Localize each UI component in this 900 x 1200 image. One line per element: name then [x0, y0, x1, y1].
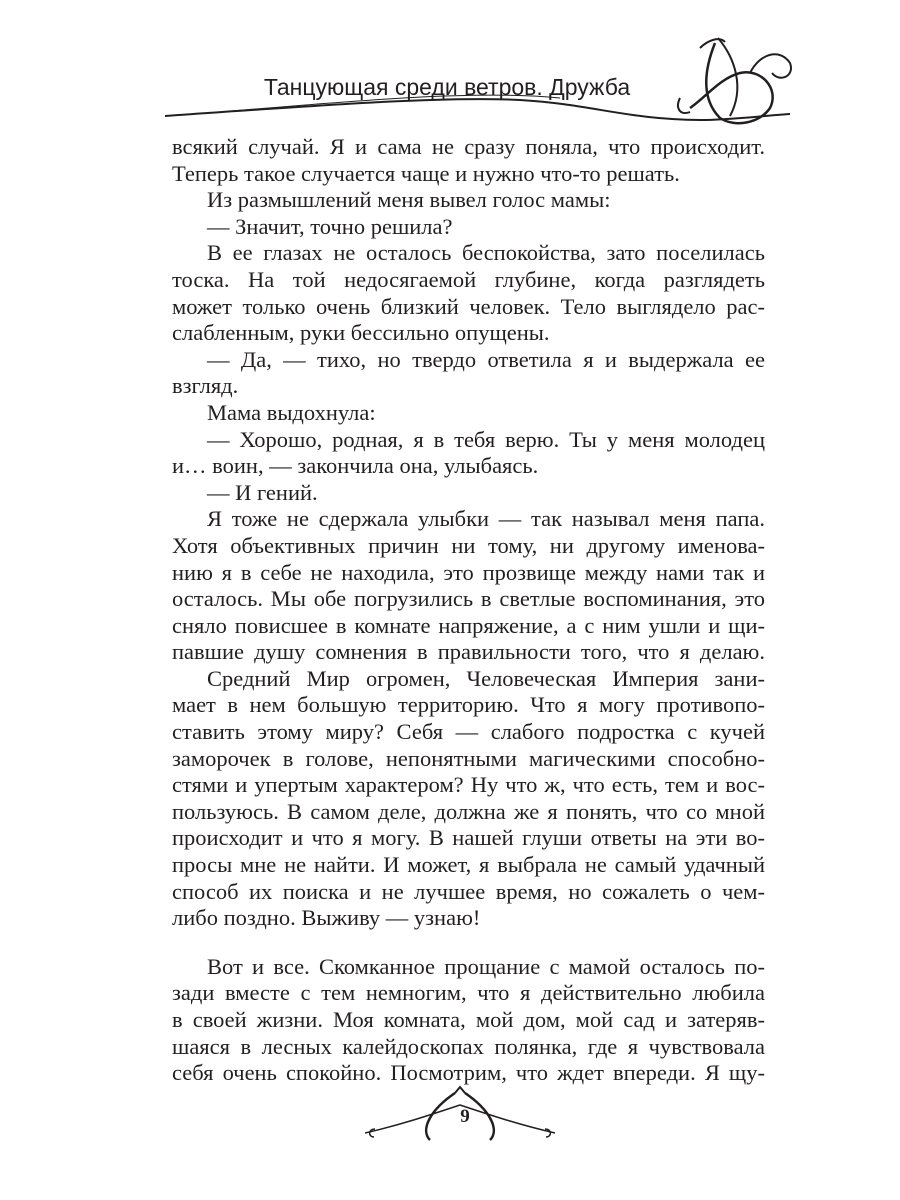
text-line: всякий случай. Я и сама не сразу поняла, что происходит. — [172, 134, 765, 159]
text-line: слабленным, руки бессильно опущены. — [172, 320, 550, 346]
text-line: просы мне не найти. И может, я выбрала не самый удачный — [172, 852, 765, 878]
text-line: Средний Мир огромен, Человеческая Империя зани- — [207, 665, 765, 691]
text-line: себя очень спокойно. Посмотрим, что ждет впереди. Я щу- — [172, 1060, 765, 1086]
text-line: в своей жизни. Моя комната, мой дом, мой сад и затеряв- — [172, 1007, 765, 1032]
text-line: и… воин, — закончила она, улыбаясь. — [172, 453, 539, 479]
text-line: способ их поиска и не лучшее время, но сожалеть о чем- — [172, 878, 765, 904]
text-line: тоска. На той недосягаемой глубине, когда разглядеть — [172, 266, 765, 292]
paragraph-gap — [172, 932, 765, 954]
text-line: нию я в себе не находила, это прозвище между нами так и — [172, 559, 765, 585]
text-line: — И гений. — [207, 479, 318, 505]
text-line: мает в нем большую территорию. Что я могу противопо- — [172, 692, 765, 718]
text-line: ставить этому миру? Себя — слабого подростка с кучей — [172, 719, 765, 745]
text-line: либо поздно. Выживу — узнаю! — [172, 905, 481, 931]
text-line: взгляд. — [172, 373, 239, 399]
text-line: зади вместе с тем немногим, что я действительно любила — [172, 980, 765, 1006]
text-line: может только очень близкий человек. Тело выглядело рас- — [172, 293, 765, 319]
text-line: заморочек в голове, непонятными магическими способно- — [172, 745, 765, 771]
text-line: стями и упертым характером? Ну что ж, что есть, тем и вос- — [172, 772, 765, 798]
text-line: осталось. Мы обе погрузились в светлые воспоминания, это — [172, 586, 765, 612]
text-line: пользуюсь. В самом деле, должна же я понять, что со мной — [172, 798, 765, 824]
text-line: Из размышлений меня вывел голос мамы: — [207, 187, 611, 213]
page-number: 9 — [460, 1106, 470, 1127]
text-line: павшие душу сомнения в правильности того, что я делаю. — [172, 639, 765, 665]
text-line: Я тоже не сдержала улыбки — так называл меня папа. — [207, 506, 765, 532]
text-line: — Значит, точно решила? — [207, 213, 453, 239]
text-line: Мама выдохнула: — [207, 399, 376, 425]
page-body-text — [172, 134, 765, 1087]
text-line: сняло повисшее в комнате напряжение, а с ним ушли и щи- — [172, 612, 765, 638]
text-line: — Хорошо, родная, я в тебя верю. Ты у меня молодец — [207, 426, 765, 452]
text-line: — Да, — тихо, но твердо ответила я и выдержала ее — [207, 346, 765, 372]
text-line: Вот и все. Скомканное прощание с мамой осталось по- — [207, 953, 765, 979]
running-header-title: Танцующая среди ветров. Дружба — [263, 74, 631, 100]
text-line: Хотя объективных причин ни тому, ни другому именова- — [172, 532, 765, 558]
text-line: Теперь такое случается чаще и нужно что-то решать. — [172, 160, 680, 186]
text-line: происходит и что я могу. В нашей глуши ответы на эти во- — [172, 825, 765, 851]
text-line: В ее глазах не осталось беспокойства, зато поселилась — [207, 240, 765, 266]
text-line: шаяся в лесных калейдоскопах полянка, где я чувствовала — [172, 1033, 765, 1059]
